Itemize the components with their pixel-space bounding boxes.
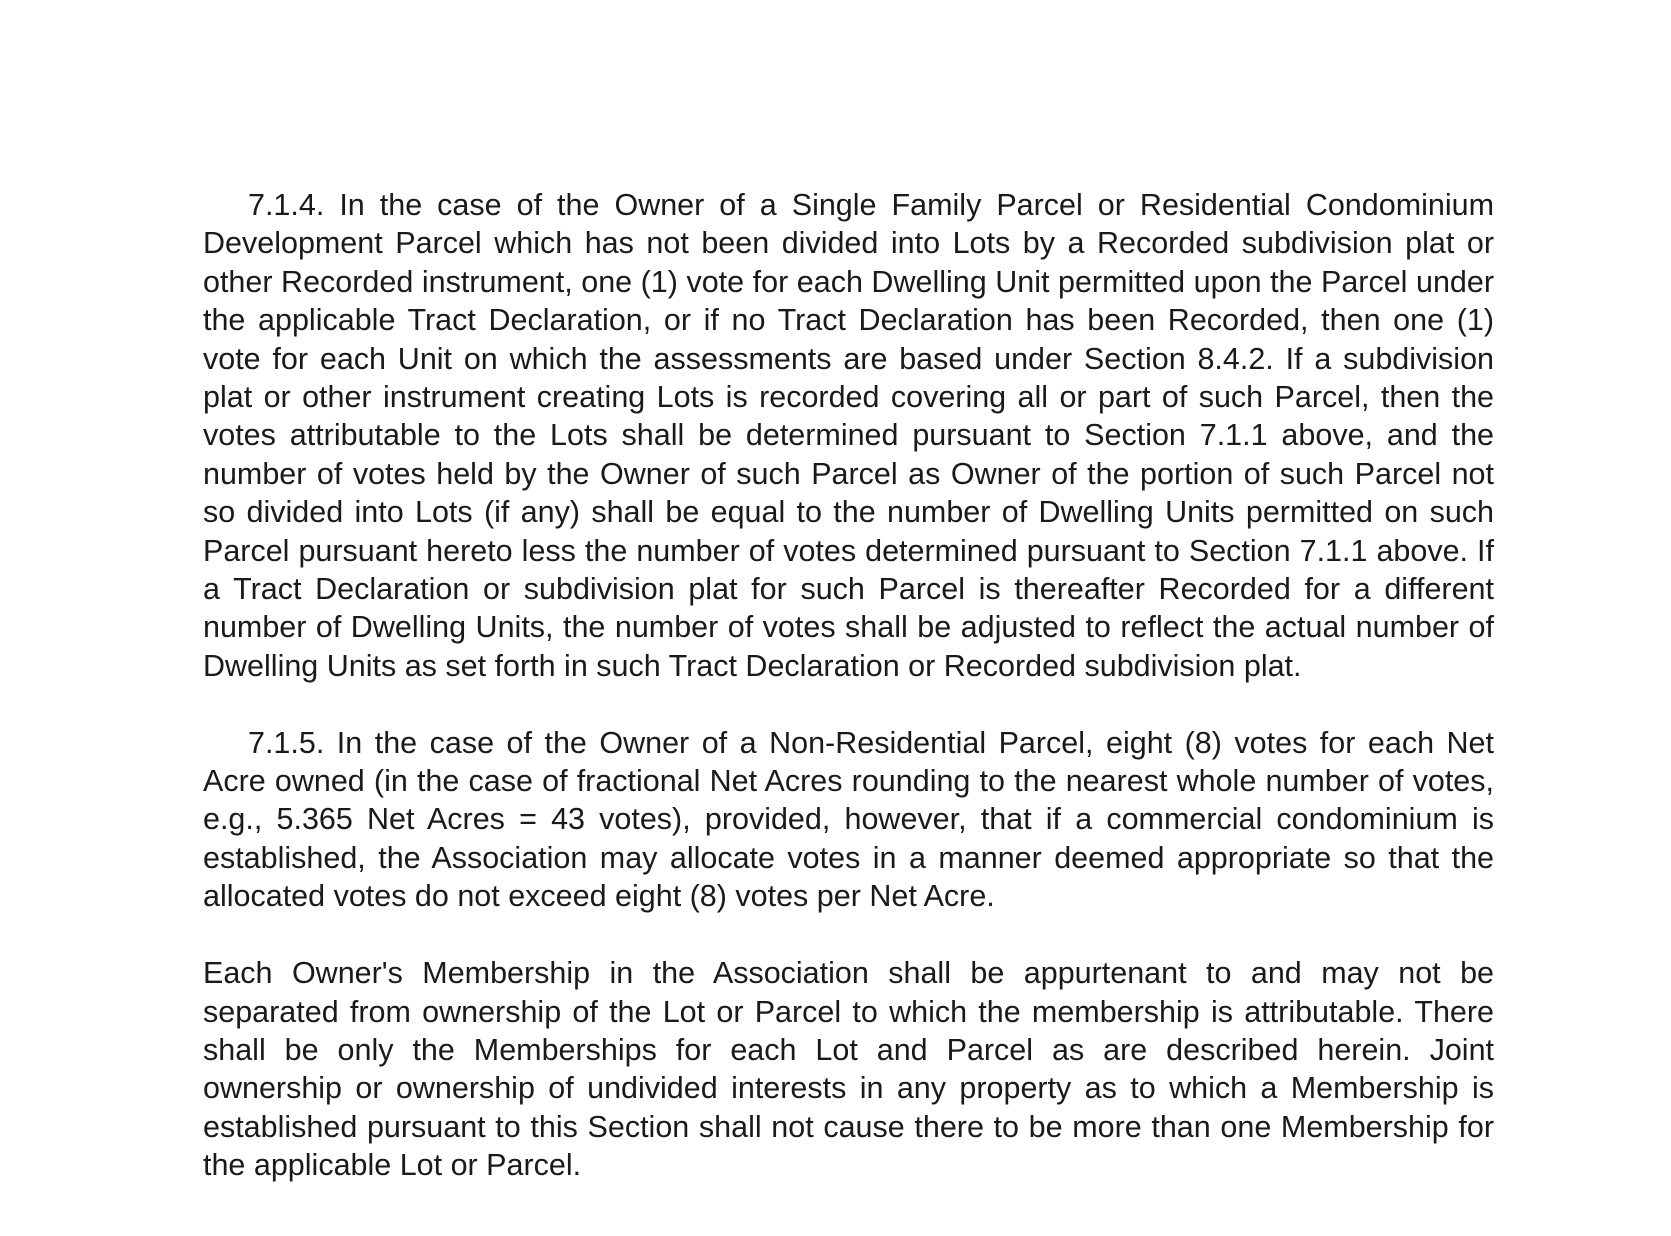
paragraph-membership-appurtenant: Each Owner's Membership in the Association shall be appurtenant to and may not be separated from ownership of the Lot or Parcel to which the membership is attributable. There shall be only the Memberships for each Lot and Parcel as are described herein. Joint ownership or ownership of undivided interests in any property as to which a Membership is established pursuant to this Section shall not cause there to be more than one Membership for the applicable Lot or Parcel. — [203, 956, 1494, 1183]
paragraph-section-7-1-4: 7.1.4. In the case of the Owner of a Single Family Parcel or Residential Condominium Development Parcel which has not been divided into Lots by a Recorded subdivision plat or other Recorded instrument, one (1) vote for each Dwelling Unit permitted upon the Parcel under the applicable Tract Declaration, or if no Tract Declaration has been Recorded, then one (1) vote for each Unit on which the assessments are based under Section 8.4.2. If a subdivision plat or other instrument creating Lots is recorded covering all or part of such Parcel, then the votes attributable to the Lots shall be determined pursuant to Section 7.1.1 above, and the number of votes held by the Owner of such Parcel as Owner of the portion of such Parcel not so divided into Lots (if any) shall be equal to the number of Dwelling Units permitted on such Parcel pursuant hereto less the number of votes determined pursuant to Section 7.1.1 above. If a Tract Declaration or subdivision plat for such Parcel is thereafter Recorded for a different number of Dwelling Units, the number of votes shall be adjusted to reflect the actual number of Dwelling Units as set forth in such Tract Declaration or Recorded subdivision plat. — [203, 188, 1494, 683]
document-body — [203, 186, 1494, 1185]
paragraph-section-7-1-5: 7.1.5. In the case of the Owner of a Non-Residential Parcel, eight (8) votes for each Net Acre owned (in the case of fractional Net Acres rounding to the nearest whole number of votes, e.g., 5.365 Net Acres = 43 votes), provided, however, that if a commercial condominium is established, the Association may allocate votes in a manner deemed appropriate so that the allocated votes do not exceed eight (8) votes per Net Acre. — [203, 725, 1494, 914]
